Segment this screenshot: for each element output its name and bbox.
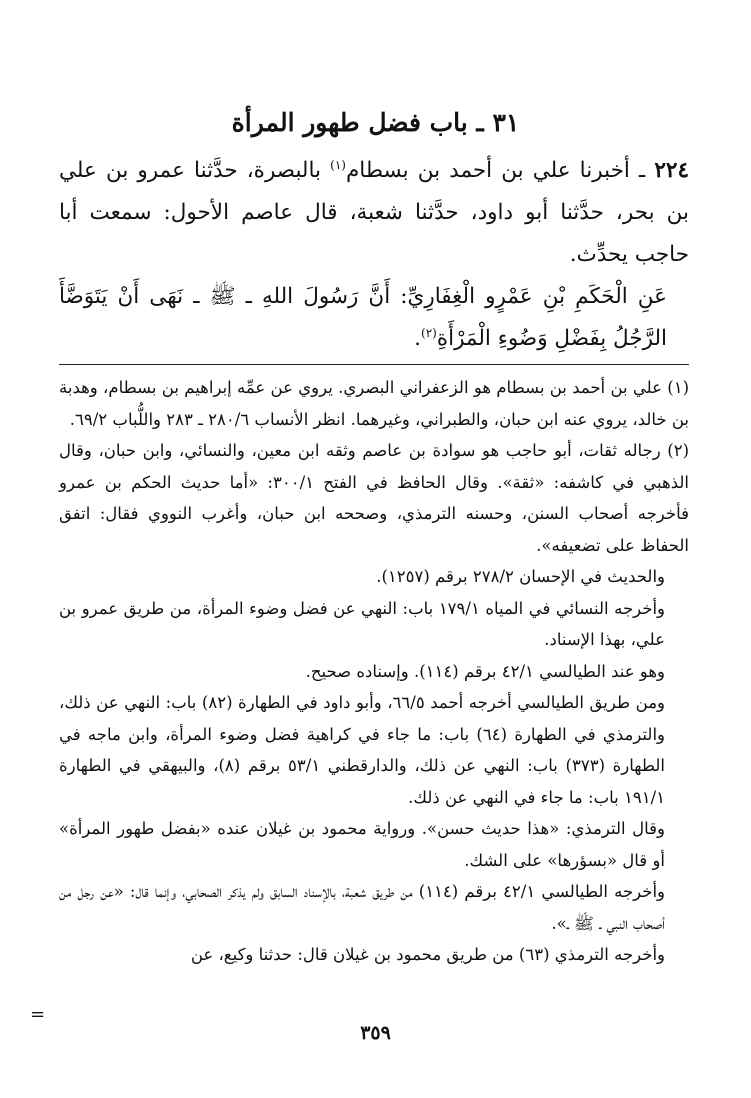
continuation-mark: = [30, 1004, 46, 1025]
chapter-title: ٣١ ـ باب فضل طهور المرأة [231, 108, 520, 137]
footnote-2: (٢) رجاله ثقات، أبو حاجب هو سوادة بن عاصم وثقه ابن معين، والنسائي، وابن حبان، وقال الذهبي في كاشفه: «ثقة». وقال الحافظ في الفتح ٣٠٠/١: «أما حديث الحكم بن عمرو فأخرجه أصحاب السنن، وحسنه الترمذي، وصححه ابن حبان، وأغرب النووي فقال: اتفق الحفاظ على تضعيفه». [59, 441, 689, 555]
isnad-start: ـ أخبرنا علي بن أحمد بن بسطام [345, 158, 655, 183]
footnote-ref-1[interactable]: (١) [330, 157, 346, 172]
footnote-1: (١) علي بن أحمد بن بسطام هو الزعفراني البصري. يروي عن عمِّه إبراهيم بن بسطام، وهدبة بن خالد، يروي عنه ابن حبان، والطبراني، وغيرهما. انظر الأنساب ٢٨٠/٦ ـ ٢٨٣ واللُّباب ٦٩/٢. [59, 378, 689, 429]
footnotes-section [59, 372, 689, 971]
footnote-paragraph: وأخرجه الترمذي (٦٣) من طريق محمود بن غيلان قال: حدثنا وكيع، عن [190, 945, 665, 964]
footnote-paragraph: والحديث في الإحسان ٢٧٨/٢ برقم (١٢٥٧). [376, 567, 665, 586]
isnad-rest: بالبصرة، حدَّثنا عمرو بن علي بن بحر، حدَّثنا أبو داود، حدَّثنا شعبة، قال عاصم الأحول: سمعت أبا حاجب يحدِّث. [59, 158, 689, 267]
footnote-paragraph: ومن طريق الطيالسي أخرجه أحمد ٦٦/٥، وأبو داود في الطهارة (٨٢) باب: النهي عن ذلك، والترمذي في الطهارة (٦٤) باب: ما جاء في كراهية فضل وضوء المرأة، وابن ماجه في الطهارة (٣٧٣) باب: النهي عن ذلك، والدارقطني ٥٣/١ برقم (٨)، والبيهقي في الطهارة ١٩١/١ باب: ما جاء في النهي عن ذلك. [59, 693, 666, 807]
page-number: ٣٥٩ [360, 1022, 391, 1044]
hadith-isnad [59, 150, 689, 276]
hadith-number: ٢٢٤ [654, 158, 689, 183]
footnote-paragraph: وقال الترمذي: «هذا حديث حسن». ورواية محمود بن غيلان عنده «بفضل طهور المرأة» أو قال «بسؤرها» على الشك. [59, 819, 665, 870]
hadith-matn [59, 276, 689, 360]
footnote-paragraph: وأخرجه النسائي في المياه ١٧٩/١ باب: النهي عن فضل وضوء المرأة، من طريق عمرو بن علي، بهذا الإسناد. [59, 598, 666, 649]
matn-text: عَنِ الْحَكَمِ بْنِ عَمْرٍو الْغِفَارِيِّ: أَنَّ رَسُولَ اللهِ ـ ﷺ ـ نَهَى أَنْ يَتَوَضَّأَ الرَّجُلُ بِفَضْلِ وَضُوءِ الْمَرْأَةِ [59, 284, 667, 351]
footnote-paragraph: وأخرجه الطيالسي ٤٢/١ برقم (١١٤) من طريق شعبة، بالإسناد السابق ولم يذكر الصحابي، وإنما قال: «عن رجل من أصحاب النبي ـ ﷺ ـ». [59, 882, 666, 933]
footnote-ref-2[interactable]: (٢) [421, 325, 437, 340]
footnote-paragraph: وهو عند الطيالسي ٤٢/١ برقم (١١٤). وإسناده صحيح. [305, 661, 665, 681]
hadith-text [59, 150, 689, 360]
footnote-divider [59, 364, 689, 365]
matn-end: . [414, 326, 421, 351]
